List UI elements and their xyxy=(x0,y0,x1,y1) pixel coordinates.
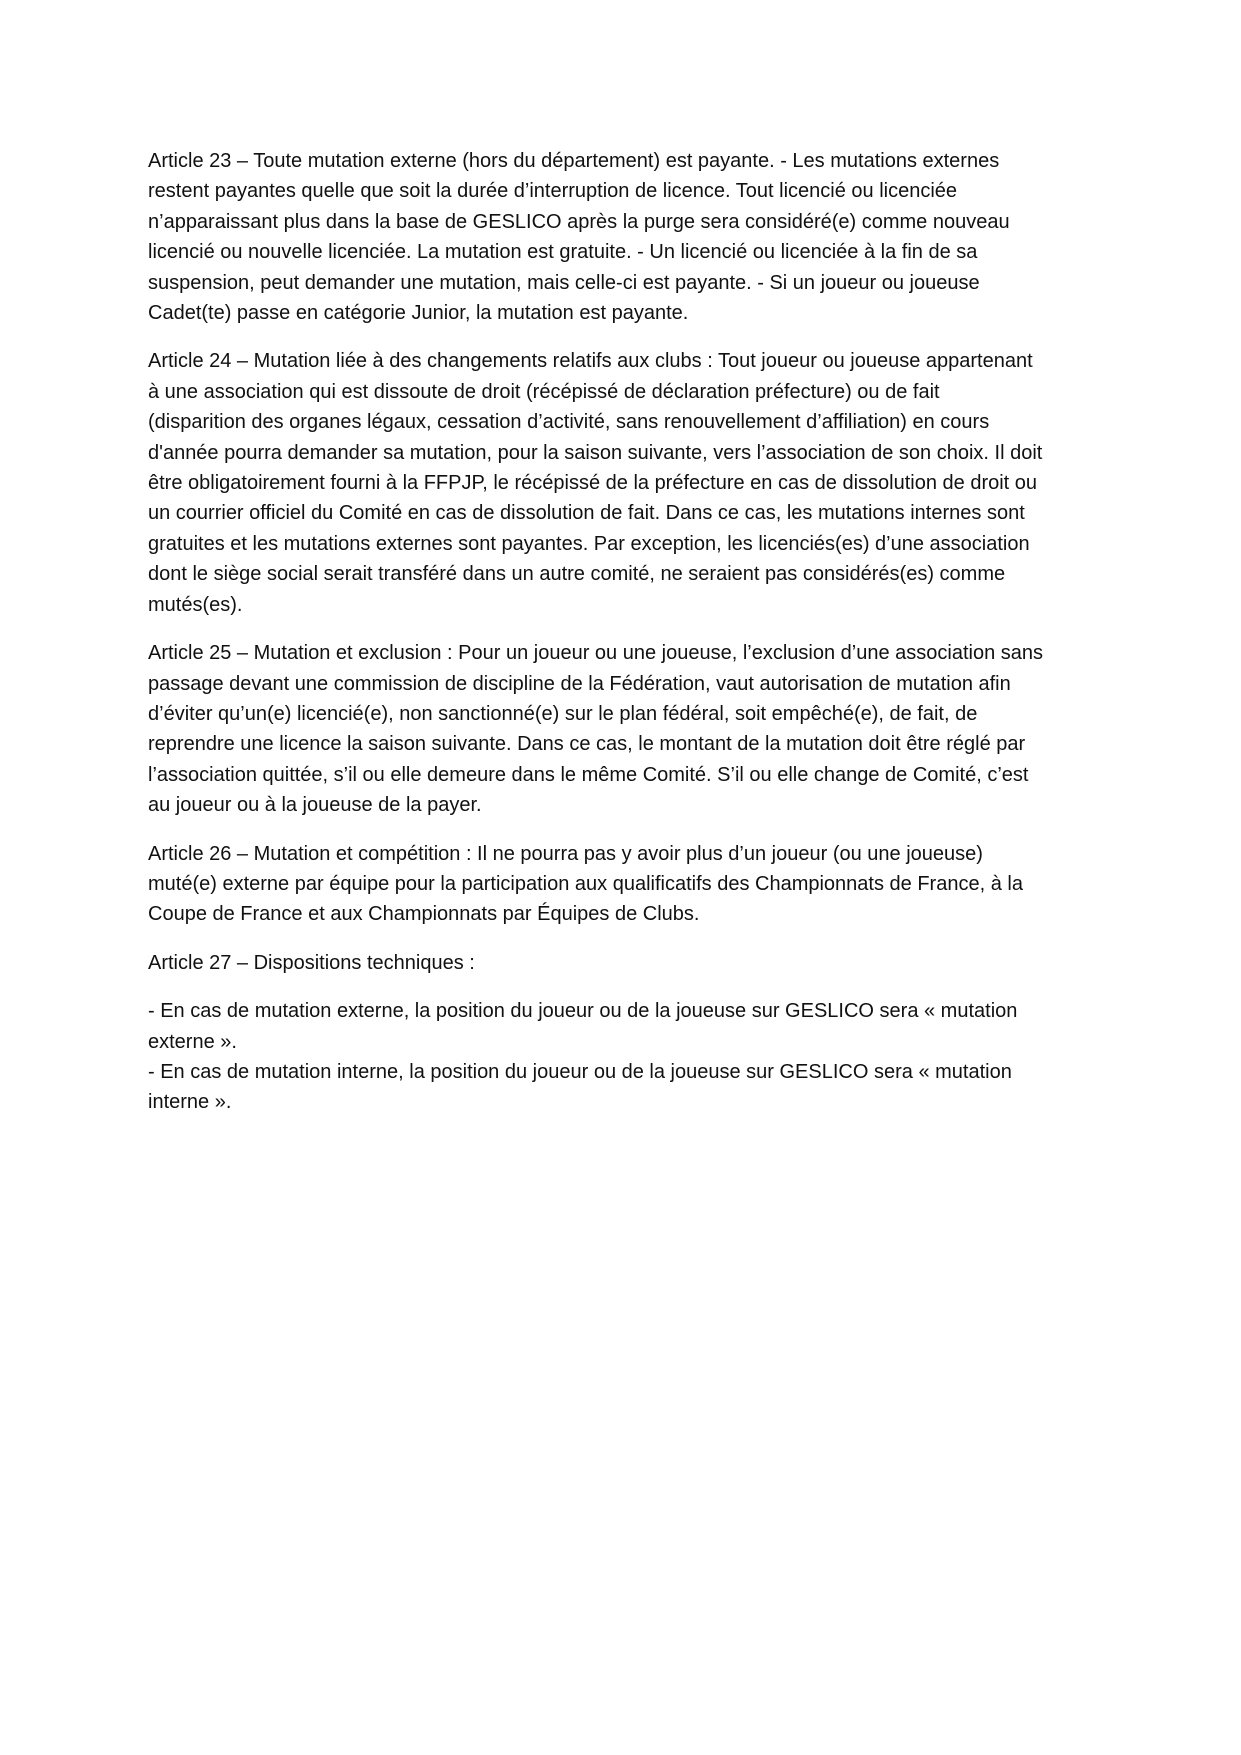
text-line: licencié ou nouvelle licenciée. La mutation est gratuite. - Un licencié ou licenciée à la fin de sa xyxy=(148,241,978,264)
disposition-line: - En cas de mutation interne, la position du joueur ou de la joueuse sur GESLICO sera « mutation xyxy=(148,1060,1012,1083)
article-27-heading xyxy=(148,948,1096,978)
text-line: muté(e) externe par équipe pour la participation aux qualificatifs des Championnats de France, à la xyxy=(148,872,1023,895)
article-26-paragraph xyxy=(148,839,1096,930)
text-line: Article 25 – Mutation et exclusion : Pour un joueur ou une joueuse, l’exclusion d’une association sans xyxy=(148,642,1043,665)
text-line: Article 26 – Mutation et compétition : Il ne pourra pas y avoir plus d’un joueur (ou une joueuse) xyxy=(148,842,983,865)
text-line: gratuites et les mutations externes sont payantes. Par exception, les licenciés(es) d’une association xyxy=(148,532,1030,555)
text-line: un courrier officiel du Comité en cas de dissolution de fait. Dans ce cas, les mutations internes sont xyxy=(148,502,1025,525)
disposition-line: externe ». xyxy=(148,1030,237,1053)
text-line: restent payantes quelle que soit la durée d’interruption de licence. Tout licencié ou licenciée xyxy=(148,180,958,203)
disposition-line: - En cas de mutation externe, la position du joueur ou de la joueuse sur GESLICO sera « mutation xyxy=(148,1000,1018,1023)
document-body xyxy=(148,146,1096,1136)
text-line: Coupe de France et aux Championnats par Équipes de Clubs. xyxy=(148,903,700,926)
text-line: Article 24 – Mutation liée à des changements relatifs aux clubs : Tout joueur ou joueuse appartenant xyxy=(148,350,1033,373)
text-line: Cadet(te) passe en catégorie Junior, la mutation est payante. xyxy=(148,302,689,325)
text-line: suspension, peut demander une mutation, mais celle-ci est payante. - Si un joueur ou joueuse xyxy=(148,271,980,294)
dispositions-list xyxy=(148,996,1096,1118)
text-line: Article 23 – Toute mutation externe (hors du département) est payante. - Les mutations externes xyxy=(148,150,1000,172)
text-line: au joueur ou à la joueuse de la payer. xyxy=(148,794,482,817)
text-line: reprendre une licence la saison suivante. Dans ce cas, le montant de la mutation doit être réglé par xyxy=(148,733,1026,756)
text-line: d’éviter qu’un(e) licencié(e), non sanctionné(e) sur le plan fédéral, soit empêché(e), de fait, de xyxy=(148,702,978,725)
text-line: Article 27 – Dispositions techniques : xyxy=(148,951,475,974)
text-line: l’association quittée, s’il ou elle demeure dans le même Comité. S’il ou elle change de Comité, c’est xyxy=(148,763,1029,786)
text-line: d'année pourra demander sa mutation, pour la saison suivante, vers l’association de son choix. Il doit xyxy=(148,441,1043,464)
article-25-paragraph xyxy=(148,638,1096,820)
article-24-paragraph xyxy=(148,346,1096,620)
text-line: dont le siège social serait transféré dans un autre comité, ne seraient pas considérés(es) comme xyxy=(148,563,1006,586)
text-line: mutés(es). xyxy=(148,593,243,616)
text-line: passage devant une commission de discipline de la Fédération, vaut autorisation de mutation afin xyxy=(148,672,1011,695)
text-line: à une association qui est dissoute de droit (récépissé de déclaration préfecture) ou de fait xyxy=(148,380,940,403)
article-23-paragraph xyxy=(148,146,1096,328)
text-line: (disparition des organes légaux, cessation d’activité, sans renouvellement d’affiliation) en cours xyxy=(148,411,990,434)
text-line: n’apparaissant plus dans la base de GESLICO après la purge sera considéré(e) comme nouveau xyxy=(148,210,1010,233)
disposition-line: interne ». xyxy=(148,1091,232,1114)
text-line: être obligatoirement fourni à la FFPJP, le récépissé de la préfecture en cas de dissolution de droit ou xyxy=(148,472,1038,495)
